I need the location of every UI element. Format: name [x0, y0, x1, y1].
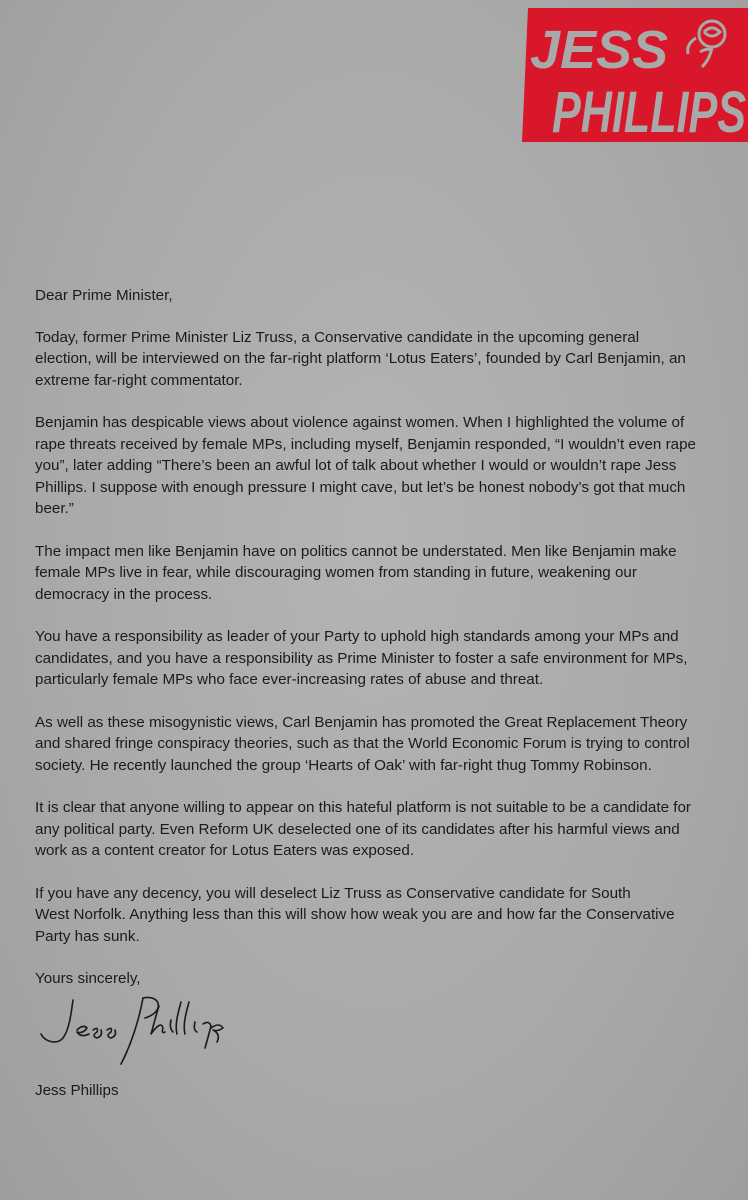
logo-line-1: JESS: [530, 20, 669, 80]
jess-phillips-logo: [522, 8, 748, 142]
paragraph-2: Benjamin has despicable views about violence against women. When I highlighted the volume of rape threats received by female MPs, including myself, Benjamin responded, “I wouldn’t even rape you”, later adding “There’s been an awful lot of talk about whether I would or wouldn’t rape Jess Phillips. I suppose with enough pressure I might cave, but let’s be honest nobody’s got that much beer.”: [35, 414, 696, 517]
salutation: Dear Prime Minister,: [35, 287, 173, 304]
paragraph-4: You have a responsibility as leader of your Party to uphold high standards among your MPs and candidates, and you have a responsibility as Prime Minister to foster a safe environment for MPs, particularly female MPs who face ever-increasing rates of abuse and threat.: [35, 628, 688, 688]
paragraph-7: If you have any decency, you will deselect Liz Truss as Conservative candidate for South West Norfolk. Anything less than this will show how weak you are and how far the Conservative Party has sunk.: [35, 884, 675, 945]
paragraph-6: It is clear that anyone willing to appear on this hateful platform is not suitable to be a candidate for any political party. Even Reform UK deselected one of its candidates after his harmful views and work as a content creator for Lotus Eaters was exposed.: [35, 799, 691, 859]
logo-line-2: PHILLIPS: [552, 80, 747, 142]
handwritten-signature: [35, 990, 235, 1070]
closing: Yours sincerely,: [35, 970, 141, 987]
paragraph-5: As well as these misogynistic views, Carl Benjamin has promoted the Great Replacement Theory and shared fringe conspiracy theories, such as that the World Economic Forum is trying to control society. He recently launched the group ‘Hearts of Oak’ with far-right thug Tommy Robinson.: [35, 713, 690, 774]
paragraph-3: The impact men like Benjamin have on politics cannot be understated. Men like Benjamin make female MPs live in fear, while discouraging women from standing in future, weakening our democracy in the process.: [35, 542, 677, 603]
letter-body: [35, 285, 740, 1011]
paragraph-1: Today, former Prime Minister Liz Truss, a Conservative candidate in the upcoming general election, will be interviewed on the far-right platform ‘Lotus Eaters’, founded by Carl Benjamin, an extreme far-right commentator.: [35, 328, 686, 389]
signatory-name: Jess Phillips: [35, 1082, 119, 1099]
